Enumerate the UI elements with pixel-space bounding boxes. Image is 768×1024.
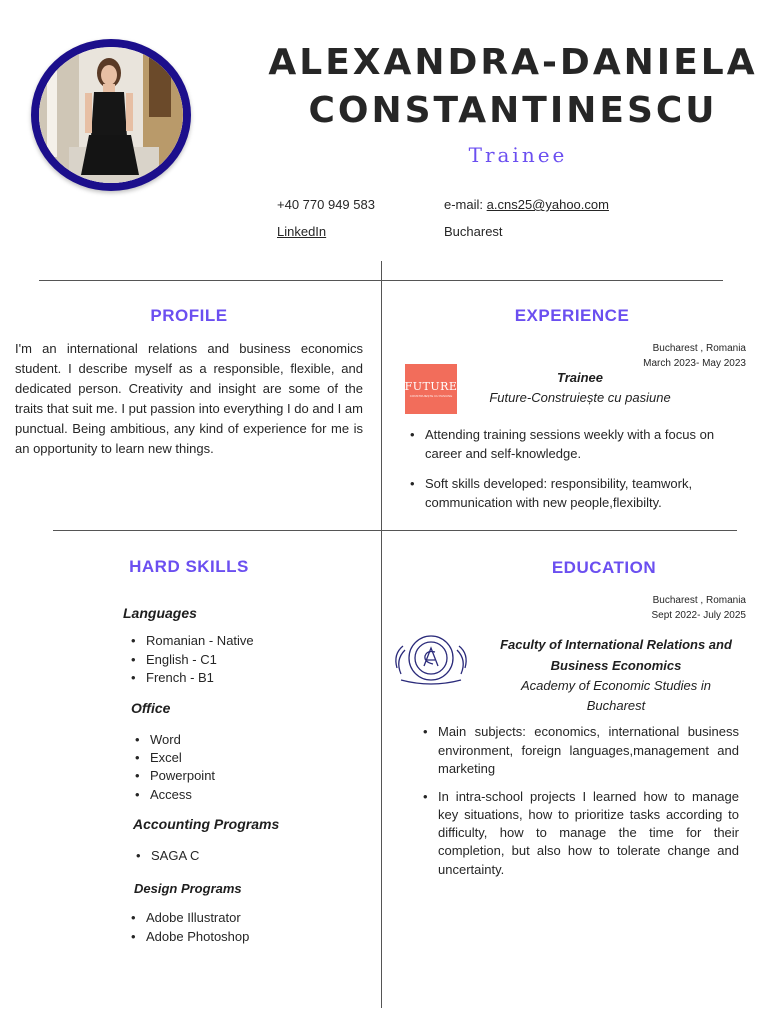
accounting-title: Accounting Programs [133,816,280,832]
design-title: Design Programs [134,881,242,896]
future-logo [405,364,457,414]
divider-vertical [381,261,382,1008]
name-last-line: CONSTANTINESCU [308,90,718,131]
email-row [444,197,609,212]
experience-bullet: • Attending training sessions weekly with a focus on career and self-knowledge. [405,425,735,463]
education-faculty [486,634,746,676]
experience-location: Bucharest , Romania [652,343,746,354]
office-item: • Access [130,786,330,804]
languages-list [126,632,326,688]
future-logo-subtext: CONSTRUIEȘTE CU PASIUNE [409,394,453,398]
language-item: • Romanian - Native [126,632,326,651]
profile-title: PROFILE [150,306,228,325]
office-title: Office [131,700,171,716]
city: Bucharest [444,224,503,239]
divider-middle [53,530,737,531]
email-label: e-mail: [444,197,484,212]
education-faculty-line2: Business Economics [550,658,682,673]
accounting-list [131,847,331,865]
education-bullet: • In intra-school projects I learned how to manage key situations, how to prioritize tasks according to difficulty, how to manage the time for their completion, but also how to tolerate change and uncertainty. [418,788,739,879]
experience-title: EXPERIENCE [514,306,630,325]
education-meta [560,593,746,623]
education-bullet: • Main subjects: economics, international business environment, foreign languages,management and marketing [418,723,739,779]
experience-position: Trainee [556,370,603,385]
education-location: Bucharest , Romania [652,595,746,606]
profile-text: I'm an international relations and business economics student. I describe myself as a responsible, flexible, and dedicated person. Creativity and insight are some of the traits that suit me. I put passion into everything I do and I am punctual. Being ambitious, any kind of experience for me is an opportunity to learn new things. [15,341,363,456]
name-first-line: ALEXANDRA-DANIELA [268,42,758,83]
email-link[interactable]: a.cns25@yahoo.com [486,197,609,212]
experience-meta [560,341,746,371]
education-faculty-line1: Faculty of International Relations and [500,637,732,652]
education-school [486,676,746,716]
ase-logo [391,630,471,690]
education-school-line1: Academy of Economic Studies in [520,678,712,693]
experience-period: March 2023- May 2023 [643,358,746,369]
office-item: • Excel [130,749,330,767]
languages-title: Languages [123,605,197,621]
accounting-item: • SAGA C [131,847,331,865]
education-school-line2: Bucharest [586,698,646,713]
language-item: • English - C1 [126,651,326,670]
office-item: • Word [130,731,330,749]
skills-title: HARD SKILLS [129,557,249,576]
education-period: Sept 2022- July 2025 [651,610,746,621]
education-title: EDUCATION [551,558,657,577]
design-item: • Adobe Photoshop [126,928,326,947]
profile-photo [31,39,191,191]
experience-company: Future-Construiește cu pasiune [489,390,671,405]
office-list [130,731,330,804]
phone-number: +40 770 949 583 [277,197,375,212]
job-role: Trainee [468,143,568,167]
linkedin-link[interactable]: LinkedIn [277,224,327,239]
education-bullets [418,723,739,879]
design-list [126,909,326,946]
experience-bullets [405,425,735,512]
experience-bullet: • Soft skills developed: responsibility, teamwork, communication with new people,flexibilty. [405,474,735,512]
office-item: • Powerpoint [130,767,330,785]
future-logo-text: FUTURE [404,380,458,393]
language-item: • French - B1 [126,669,326,688]
design-item: • Adobe Illustrator [126,909,326,928]
